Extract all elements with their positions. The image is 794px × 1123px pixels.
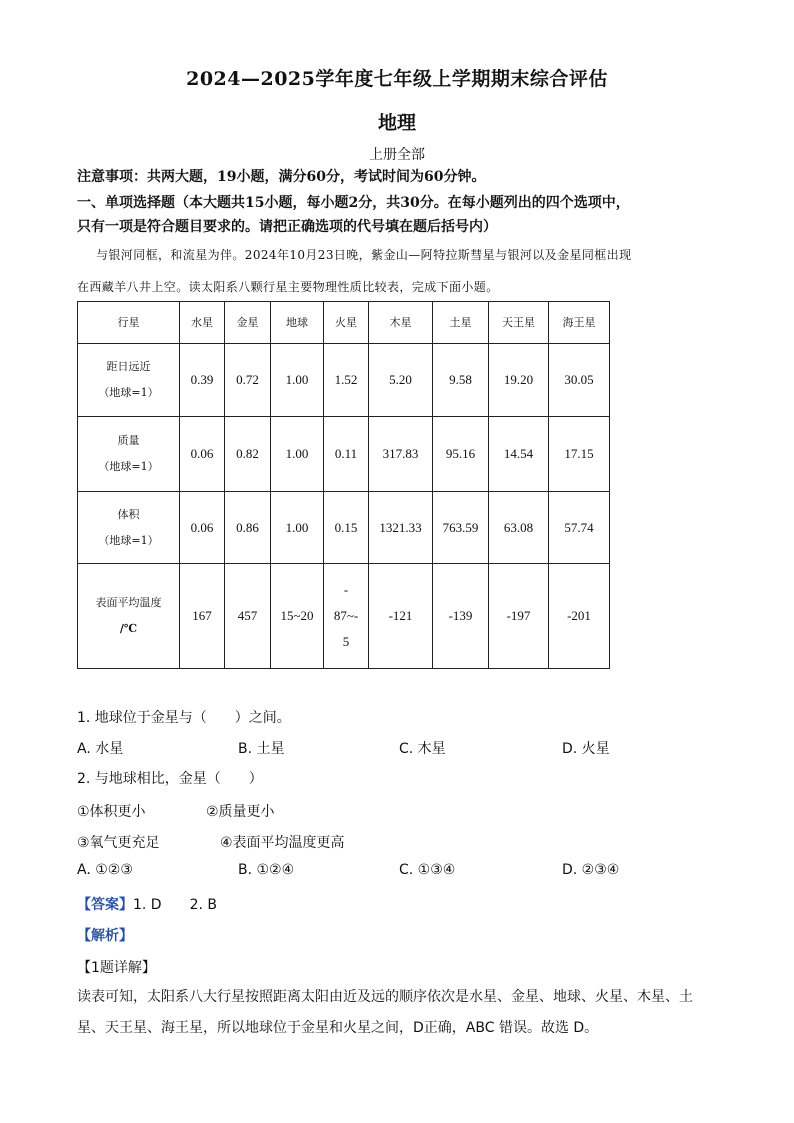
row-label-unit: （地球=1） (98, 460, 159, 473)
table-cell: 0.39 (180, 344, 225, 417)
q2-statement-4: ④表面平均温度更高 (220, 835, 345, 851)
section1-heading-line1: 一、单项选择题（本大题共15小题，每小题2分，共30分。在每小题列出的四个选项中， (77, 195, 630, 211)
row-label-line: 表面平均温度 (95, 596, 162, 609)
row-label-unit: （地球=1） (98, 386, 159, 399)
header-cell: 火星 (324, 302, 369, 344)
table-cell: 63.08 (489, 492, 549, 564)
table-cell: 0.15 (324, 492, 369, 564)
table-cell: 763.59 (433, 492, 489, 564)
table-cell: 167 (180, 564, 225, 669)
q2-option-d: D. ②③④ (562, 862, 620, 878)
table-cell: 0.11 (324, 417, 369, 492)
q2-statement-3: ③氧气更充足 (77, 835, 160, 851)
section1-heading-line2: 只有一项是符合题目要求的。请把正确选项的代号填在题后括号内） (77, 219, 497, 235)
intro-line2: 在西藏羊八井上空。读太阳系八颗行星主要物理性质比较表，完成下面小题。 (77, 280, 499, 294)
q2-option-c: C. ①③④ (399, 862, 456, 878)
table-cell: 17.15 (549, 417, 610, 492)
table-cell: 317.83 (369, 417, 433, 492)
answer-label: 【答案】 (77, 897, 133, 913)
q1-option-a: A. 水星 (77, 741, 124, 757)
table-header-row (78, 302, 610, 344)
row-label-line: 距日远近 (106, 360, 151, 373)
table-cell: 1.00 (271, 344, 324, 417)
header-cell: 水星 (180, 302, 225, 344)
table-cell: 95.16 (433, 417, 489, 492)
row-label-line: 质量 (117, 434, 140, 447)
q2-option-b: B. ①②④ (238, 862, 295, 878)
q1-option-b: B. 土星 (238, 741, 285, 757)
table-cell: 9.58 (433, 344, 489, 417)
table-cell: 1.00 (271, 417, 324, 492)
header-cell: 行星 (78, 302, 180, 344)
q2-statement-1: ①体积更小 (77, 804, 146, 820)
notice-text: 注意事项：共两大题，19小题，满分60分，考试时间为60分钟。 (77, 169, 486, 185)
table-cell: 15~20 (271, 564, 324, 669)
row-label (78, 417, 180, 492)
table-cell: 57.74 (549, 492, 610, 564)
answer-line (77, 894, 217, 914)
row-label-line: 体积 (117, 507, 140, 521)
q1-option-d: D. 火星 (562, 741, 610, 757)
question-1-stem: 1. 地球位于金星与（ ）之间。 (77, 710, 291, 726)
q1-option-c: C. 木星 (399, 741, 446, 757)
table-row-volume (78, 492, 610, 564)
q2-option-a: A. ①②③ (77, 862, 133, 878)
table-cell: 19.20 (489, 344, 549, 417)
row-label-unit: （地球=1） (98, 533, 159, 547)
detail-text: 读表可知，太阳系八大行星按照距离太阳由近及远的顺序依次是水星、金星、地球、火星、木星、土星、天王星、海王星，所以地球位于金星和火星之间，D正确，ABC 错误。故选 D。 (77, 989, 693, 1036)
row-label (78, 344, 180, 417)
row-label (78, 564, 180, 669)
subject-title: 地理 (377, 112, 416, 134)
table-cell: 0.06 (180, 492, 225, 564)
planet-properties-table (77, 301, 610, 669)
table-cell: 1.52 (324, 344, 369, 417)
exam-title: 2024—2025学年度七年级上学期期末综合评估 (186, 68, 608, 90)
analysis-label: 【解析】 (77, 928, 133, 944)
answer-text: 1. D 2. B (133, 897, 217, 913)
table-row-temperature (78, 564, 610, 669)
header-cell: 木星 (369, 302, 433, 344)
mars-temp-part: - (343, 582, 349, 597)
table-cell: 457 (225, 564, 271, 669)
table-row-distance (78, 344, 610, 417)
table-cell: 0.86 (225, 492, 271, 564)
table-cell: 1.00 (271, 492, 324, 564)
question-2-stem: 2. 与地球相比，金星（ ） (77, 771, 263, 787)
table-row-mass (78, 417, 610, 492)
mars-temp-part: 87~- (333, 608, 359, 623)
row-label (78, 492, 180, 564)
mars-temp-part: 5 (342, 634, 350, 649)
table-cell: -121 (369, 564, 433, 669)
header-cell: 金星 (225, 302, 271, 344)
q2-statement-2: ②质量更小 (206, 804, 275, 820)
header-cell: 土星 (433, 302, 489, 344)
intro-line1: 与银河同框，和流星为伴。2024年10月23日晚，紫金山—阿特拉斯彗星与银河以及金星同框出现 (96, 248, 632, 262)
table-cell: -139 (433, 564, 489, 669)
table-cell-mars-temp (324, 564, 369, 669)
header-cell: 天王星 (489, 302, 549, 344)
table-cell: 0.82 (225, 417, 271, 492)
table-cell: 14.54 (489, 417, 549, 492)
table-cell: -197 (489, 564, 549, 669)
exam-scope: 上册全部 (369, 147, 425, 163)
header-cell: 海王星 (549, 302, 610, 344)
table-cell: 30.05 (549, 344, 610, 417)
table-cell: 0.06 (180, 417, 225, 492)
table-cell: 0.72 (225, 344, 271, 417)
header-cell: 地球 (271, 302, 324, 344)
table-cell: 1321.33 (369, 492, 433, 564)
table-cell: 5.20 (369, 344, 433, 417)
table-cell: -201 (549, 564, 610, 669)
detail-label: 【1题详解】 (77, 960, 156, 976)
row-label-unit: /℃ (119, 622, 138, 635)
